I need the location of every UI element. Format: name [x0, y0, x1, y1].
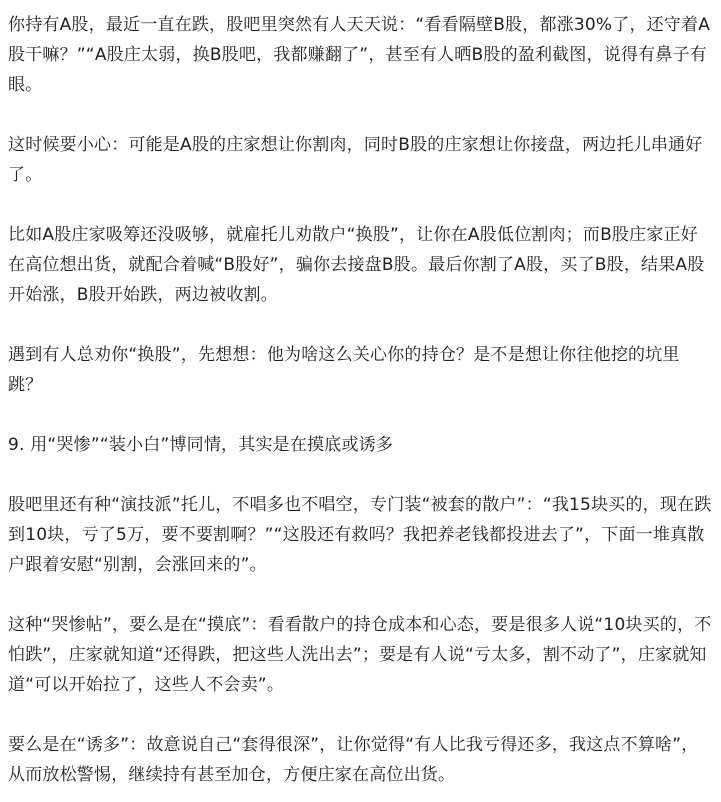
paragraph-probing: 这种“哭惨帖”，要么是在“摸底”：看看散户的持仓成本和心态，要是很多人说“10块买的，不怕跌”，庄家就知道“还得跌，把这些人洗出去”；要是有人说“亏太多，割不动了”，庄家就知道“可以开始拉了，这些人不会卖”。	[8, 615, 712, 695]
paragraph-acting-shill: 股吧里还有种“演技派”托儿，不唱多也不唱空，专门装“被套的散户”：“我15块买的，现在跌到10块，亏了5万，要不要割啊？”“这股还有救吗？我把养老钱都投进去了”，下面一堆真散户跟着安慰“别割，会涨回来的”。	[8, 495, 712, 575]
paragraph-stock-switch-intro: 你持有A股，最近一直在跌，股吧里突然有人天天说：“看看隔壁B股，都涨30%了，还守着A股干嘛？”“A股庄太弱，换B股吧，我都赚翻了”，甚至有人晒B股的盈利截图，说得有鼻子有眼。	[8, 15, 711, 95]
paragraph-warning: 这时候要小心：可能是A股的庄家想让你割肉，同时B股的庄家想让你接盘，两边托儿串通好了。	[8, 135, 703, 185]
paragraph-luring: 要么是在“诱多”：故意说自己“套得很深”，让你觉得“有人比我亏得还多，我这点不算啥”，从而放松警惕，继续持有甚至加仓，方便庄家在高位出货。	[8, 735, 699, 785]
paragraph-advice: 遇到有人总劝你“换股”，先想想：他为啥这么关心你的持仓？是不是想让你往他挖的坑里跳？	[8, 345, 680, 395]
paragraph-example: 比如A股庄家吸筹还没吸够，就雇托儿劝散户“换股”，让你在A股低位割肉；而B股庄家正好在高位想出货，就配合着喊“B股好”，骗你去接盘B股。最后你割了A股，买了B股，结果A股开始涨，B股开始跌，两边被收割。	[8, 225, 705, 305]
section-heading-9: 9. 用“哭惨”“装小白”博同情，其实是在摸底或诱多	[8, 435, 394, 455]
